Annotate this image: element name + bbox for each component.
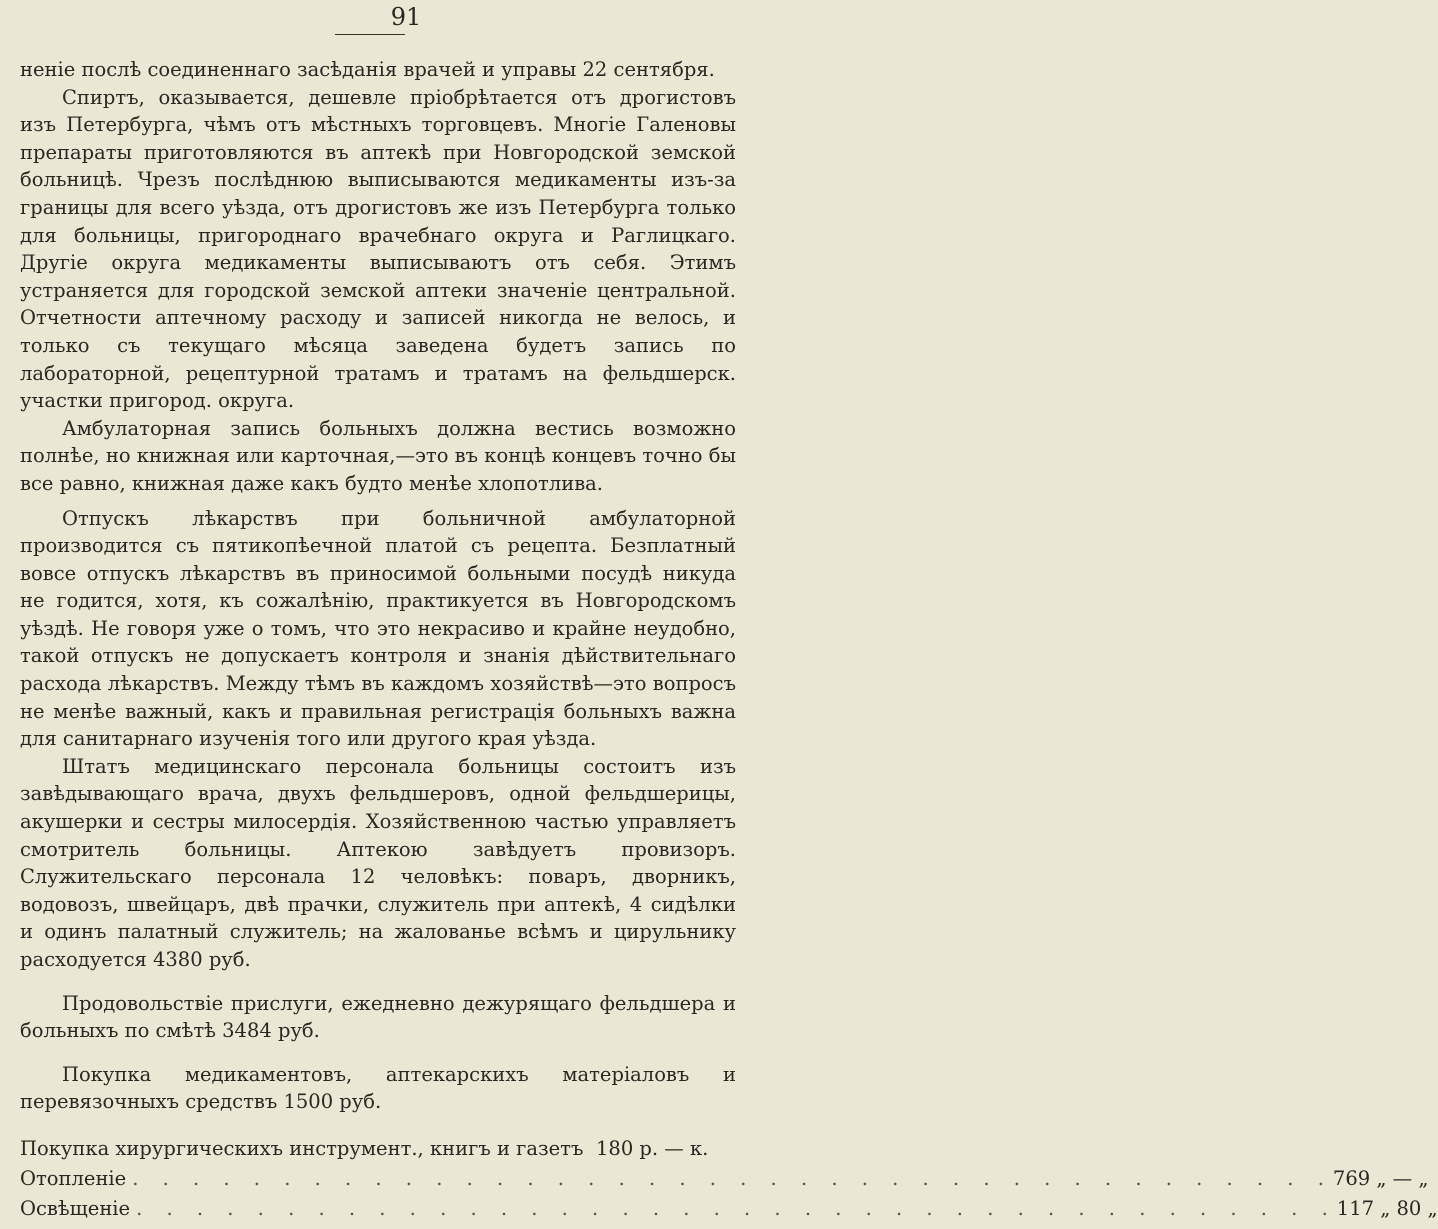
ledger-value: 180 р. — к. — [596, 1136, 709, 1160]
expense-ledger — [20, 1134, 1438, 1224]
paragraph-continuation: неніе послѣ соединеннаго засѣданія врачей и управы 22 сентября. — [20, 58, 715, 81]
paragraph-staff: Штатъ медицинскаго персонала больницы состоитъ изъ завѣдывающаго врача, двухъ фельдшеровъ, одной фельдшерицы, акушерки и сестры милосердія. Хозяйственною частью управляетъ смотритель больницы. Аптекою завѣдуетъ провизоръ. Служительскаго персонала 12 человѣкъ: поваръ, дворникъ, водовозъ, швейцаръ, двѣ прачки, служитель при аптекѣ, 4 сидѣлки и одинъ палатный служитель; на жалованье всѣмъ и цирульнику расходуется 4380 руб. — [20, 754, 736, 971]
ledger-row — [20, 1194, 1438, 1224]
paragraph-medicine-purchase: Покупка медикаментовъ, аптекарскихъ матеріаловъ и перевязочныхъ средствъ 1500 руб. — [20, 1062, 736, 1114]
ledger-label: Отопленіе — [20, 1166, 127, 1190]
ledger-label: Покупка хирургическихъ инструмент., книгъ и газетъ — [20, 1136, 584, 1160]
paragraph-provisions: Продовольствіе прислуги, ежедневно дежурящаго фельдшера и больныхъ по смѣтѣ 3484 руб. — [20, 991, 736, 1043]
page-number: 91 — [390, 3, 422, 31]
ledger-row — [20, 1164, 1429, 1194]
page-body — [20, 56, 1438, 1224]
ledger-value: 117 „ 80 „ — [1336, 1196, 1438, 1220]
page-number-rule — [335, 34, 405, 35]
leader-dots: . . . . . . . . . . . . . . . . . . . . . . . . . . . . . . . . . . . . . . . . — [136, 1196, 1337, 1220]
ledger-value: 769 „ — „ — [1332, 1166, 1429, 1190]
paragraph-dispensing: Отпускъ лѣкарствъ при больничной амбулаторной производится съ пятикопѣечной платой съ рецепта. Безплатный вовсе отпускъ лѣкарствъ въ приносимой больными посудѣ никуда не годится, хотя, къ сожалѣнію, практикуется въ Новгородскомъ уѣздѣ. Не говоря уже о томъ, что это некрасиво и крайне неудобно, такой отпускъ не допускаетъ контроля и знанія дѣйствительнаго расхода лѣкарствъ. Между тѣмъ въ каждомъ хозяйствѣ—это вопросъ не менѣе важный, какъ и правильная регистрація больныхъ важна для санитарнаго изученія того или другого края уѣзда. — [20, 506, 736, 751]
paragraph-spirits-and-medicines: Спиртъ, оказывается, дешевле пріобрѣтается отъ дрогистовъ изъ Петербурга, чѣмъ отъ мѣстныхъ торговцевъ. Многіе Галеновы препараты приготовляются въ аптекѣ при Новгородской земской больницѣ. Чрезъ послѣднюю выписываются медикаменты изъ-за границы для всего уѣзда, отъ дрогистовъ же изъ Петербурга только для больницы, пригороднаго врачебнаго округа и Раглицкаго. Другіе округа медикаменты выписываютъ отъ себя. Этимъ устраняется для городской земской аптеки значеніе центральной. Отчетности аптечному расходу и записей никогда не велось, и только съ текущаго мѣсяца заведена будетъ запись по лабораторной, рецептурной тратамъ и тратамъ на фельдшерск. участки пригород. округа. — [20, 85, 736, 413]
ledger-label: Освѣщеніе — [20, 1196, 131, 1220]
leader-dots: . . . . . . . . . . . . . . . . . . . . . . . . . . . . . . . . . . . . . . . . — [132, 1166, 1333, 1190]
ledger-row — [20, 1134, 736, 1164]
paragraph-ambulatory-records: Амбулаторная запись больныхъ должна вестись возможно полнѣе, но книжная или карточная,—это въ концѣ концевъ точно бы все равно, книжная даже какъ будто менѣе хлопотлива. — [20, 416, 736, 495]
